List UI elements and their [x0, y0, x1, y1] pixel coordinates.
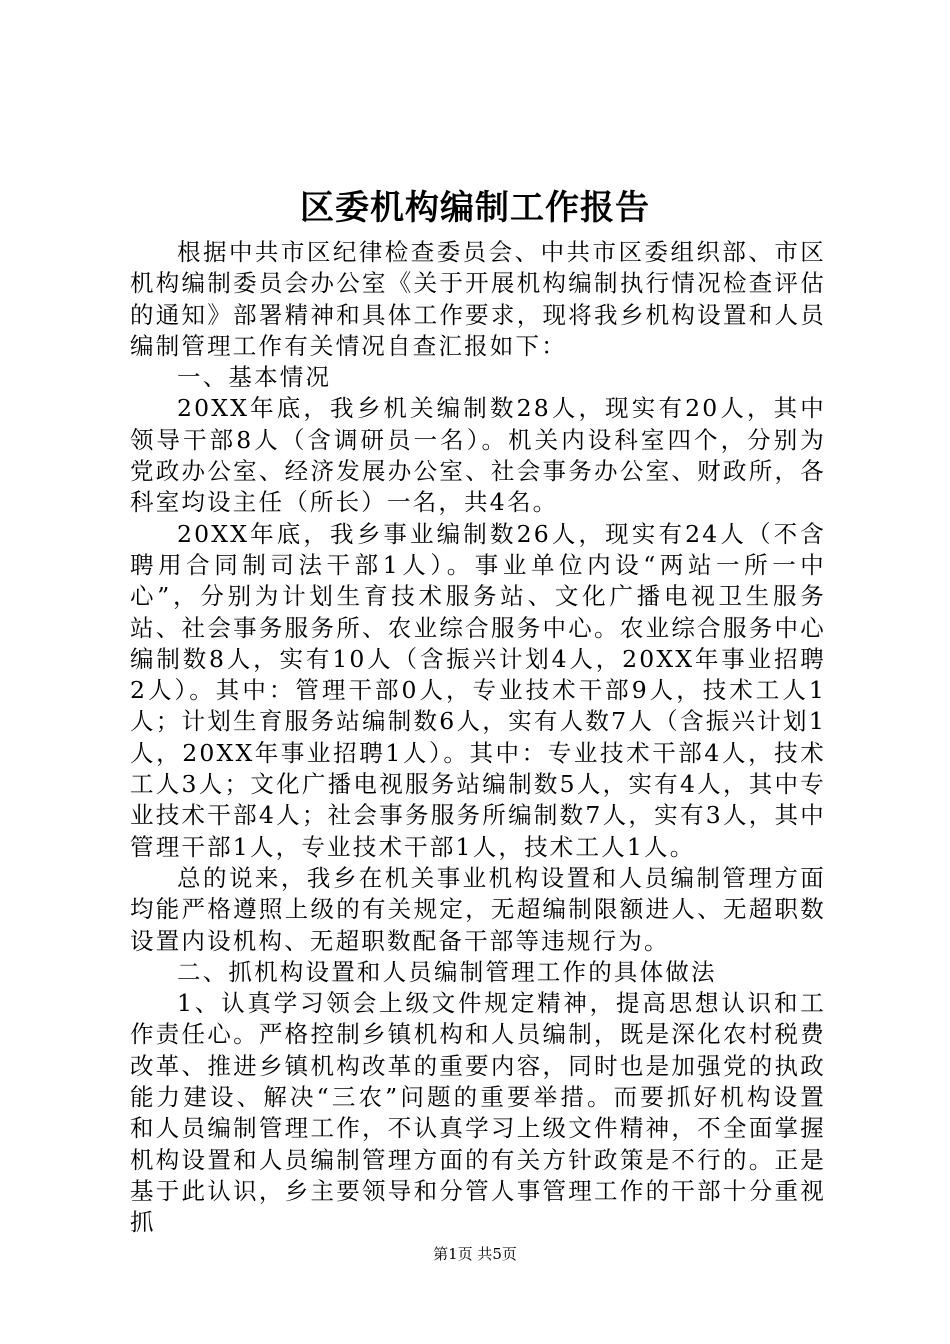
paragraph-practice-1: 1、认真学习领会上级文件规定精神，提高思想认识和工作责任心。严格控制乡镇机构和人员编制，既是深化农村税费改革、推进乡镇机构改革的重要内容，同时也是加强党的执政能力建设、解决“三农”问题的重要举措。而要抓好机构设置和人员编制管理工作，不认真学习上级文件精神，不全面掌握机构设置和人员编制管理方面的有关方针政策是不行的。正是基于此认识，乡主要领导和分管人事管理工作的干部十分重视抓 — [130, 989, 826, 1237]
paragraph-institution-staff: 20XX年底，我乡事业编制数26人，现实有24人（不含聘用合同制司法干部1人）。事业单位内设“两站一所一中心”，分别为计划生育技术服务站、文化广播电视卫生服务站、社会事务服务所、农业综合服务中心。农业综合服务中心编制数8人，实有10人（含振兴计划4人，20XX年事业招聘2人）。其中：管理干部0人，专业技术干部9人，技术工人1人；计划生育服务站编制数6人，实有人数7人（含振兴计划1人，20XX年事业招聘1人）。其中：专业技术干部4人，技术工人3人；文化广播电视服务站编制数5人，实有4人，其中专业技术干部4人；社会事务服务所编制数7人，实有3人，其中管理干部1人，专业技术干部1人，技术工人1人。 — [130, 519, 826, 861]
document-body — [130, 237, 826, 1239]
paragraph-intro: 根据中共市区纪律检查委员会、中共市区委组织部、市区机构编制委员会办公室《关于开展机构编制执行情况检查评估的通知》部署精神和具体工作要求，现将我乡机构设置和人员编制管理工作有关情况自查汇报如下： — [130, 238, 826, 360]
document-title: 区委机构编制工作报告 — [300, 188, 650, 228]
paragraph-agency-staff: 20XX年底，我乡机关编制数28人，现实有20人，其中领导干部8人（含调研员一名）。机关内设科室四个，分别为党政办公室、经济发展办公室、社会事务办公室、财政所，各科室均设主任（所长）一名，共4名。 — [130, 394, 826, 517]
paragraph-summary: 总的说来，我乡在机关事业机构设置和人员编制管理方面均能严格遵照上级的有关规定，无超编制限额进人、无超职数设置内设机构、无超职数配备干部等违规行为。 — [130, 863, 826, 955]
page-footer: 第1页 共5页 — [433, 1245, 517, 1263]
section-heading-basic: 一、基本情况 — [177, 363, 332, 392]
section-heading-practices: 二、抓机构设置和人员编制管理工作的具体做法 — [177, 957, 717, 986]
